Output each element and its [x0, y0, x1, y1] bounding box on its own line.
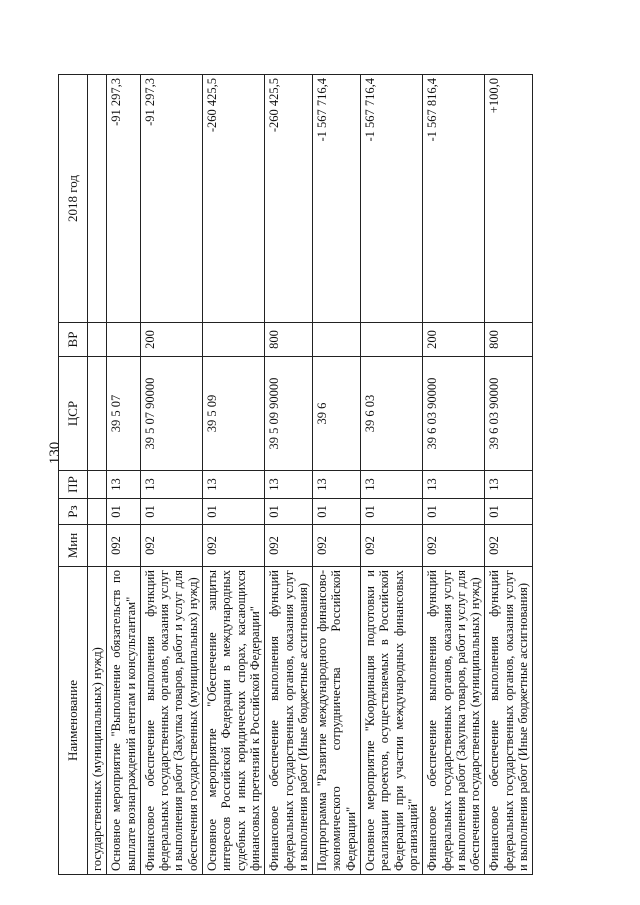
row-pr: 13 — [107, 471, 141, 499]
row-min: 092 — [361, 525, 423, 567]
row-pr: 13 — [203, 471, 265, 499]
row-amount: -1 567 716,4 — [361, 75, 423, 323]
row-rz: 01 — [203, 499, 265, 525]
row-vr: 200 — [423, 323, 485, 357]
row-min: 092 — [423, 525, 485, 567]
table-row — [361, 75, 423, 875]
header-csr: ЦСР — [59, 357, 88, 471]
row-rz: 01 — [485, 499, 533, 525]
row-csr: 39 6 03 — [361, 357, 423, 471]
table-row — [265, 75, 313, 875]
row-vr — [313, 323, 361, 357]
row-min: 092 — [485, 525, 533, 567]
row-name: Финансовое обеспечение выполнения функций федеральных государственных органов, оказания услуг и выполнения работ (Иные бюджетные ассигнования) — [265, 567, 313, 875]
table-row — [107, 75, 141, 875]
table-row — [88, 75, 107, 875]
row-amount: -260 425,5 — [203, 75, 265, 323]
row-min: 092 — [265, 525, 313, 567]
table-header-row — [59, 75, 88, 875]
row-csr: 39 6 03 90000 — [423, 357, 485, 471]
row-csr: 39 6 — [313, 357, 361, 471]
row-pr — [88, 471, 107, 499]
row-amount: -260 425,5 — [265, 75, 313, 323]
row-pr: 13 — [140, 471, 202, 499]
row-pr: 13 — [265, 471, 313, 499]
table-row — [140, 75, 202, 875]
row-amount: +100,0 — [485, 75, 533, 323]
row-pr: 13 — [423, 471, 485, 499]
row-rz: 01 — [423, 499, 485, 525]
row-name: Финансовое обеспечение выполнения функций федеральных государственных органов, оказания услуг и выполнения работ (Иные бюджетные ассигнования) — [485, 567, 533, 875]
row-min — [88, 525, 107, 567]
row-csr: 39 5 09 — [203, 357, 265, 471]
row-vr: 800 — [265, 323, 313, 357]
row-vr: 800 — [485, 323, 533, 357]
budget-table — [58, 74, 533, 875]
row-amount: -1 567 816,4 — [423, 75, 485, 323]
row-vr — [361, 323, 423, 357]
header-min: Мин — [59, 525, 88, 567]
row-vr — [88, 323, 107, 357]
row-csr: 39 5 07 90000 — [140, 357, 202, 471]
row-csr: 39 6 03 90000 — [485, 357, 533, 471]
row-pr: 13 — [485, 471, 533, 499]
row-vr — [203, 323, 265, 357]
row-name: Подпрограмма "Развитие международного финансово-экономического сотрудничества Российской Федерации" — [313, 567, 361, 875]
row-amount: -91 297,3 — [107, 75, 141, 323]
row-rz: 01 — [265, 499, 313, 525]
row-min: 092 — [203, 525, 265, 567]
row-name: Финансовое обеспечение выполнения функций федеральных государственных органов, оказания услуг и выполнения работ (Закупка товаров, работ и услуг для обеспечения государственных (муниципальных) нужд) — [140, 567, 202, 875]
row-name: Основное мероприятие "Обеспечение защиты интересов Российской Федерации в международных судебных и иных юридических спорах, касающихся финансовых претензий к Российской Федерации" — [203, 567, 265, 875]
row-name: Финансовое обеспечение выполнения функций федеральных государственных органов, оказания услуг и выполнения работ (Закупка товаров, работ и услуг для обеспечения государственных (муниципальных) нужд) — [423, 567, 485, 875]
row-csr: 39 5 09 90000 — [265, 357, 313, 471]
header-name: Наименование — [59, 567, 88, 875]
header-pr: ПР — [59, 471, 88, 499]
row-rz: 01 — [107, 499, 141, 525]
row-pr: 13 — [361, 471, 423, 499]
row-name: Основное мероприятие "Координация подготовки и реализации проектов, осуществляемых в Российской Федерации при участии международных финансовых организаций" — [361, 567, 423, 875]
row-rz: 01 — [361, 499, 423, 525]
row-name: государственных (муниципальных) нужд) — [88, 567, 107, 875]
row-min: 092 — [140, 525, 202, 567]
row-rz: 01 — [313, 499, 361, 525]
row-pr: 13 — [313, 471, 361, 499]
row-csr — [88, 357, 107, 471]
header-year: 2018 год — [59, 75, 88, 323]
row-amount: -91 297,3 — [140, 75, 202, 323]
table-row — [423, 75, 485, 875]
page-number: 130 — [47, 441, 63, 465]
row-amount — [88, 75, 107, 323]
row-vr — [107, 323, 141, 357]
table-row — [313, 75, 361, 875]
row-name: Основное мероприятие "Выполнение обязательств по выплате вознаграждений агентам и консультантам" — [107, 567, 141, 875]
row-rz — [88, 499, 107, 525]
row-min: 092 — [107, 525, 141, 567]
row-rz: 01 — [140, 499, 202, 525]
header-vr: ВР — [59, 323, 88, 357]
header-rz: Рз — [59, 499, 88, 525]
row-amount: -1 567 716,4 — [313, 75, 361, 323]
row-min: 092 — [313, 525, 361, 567]
rotated-page — [58, 35, 598, 875]
table-row — [203, 75, 265, 875]
table-row — [485, 75, 533, 875]
row-vr: 200 — [140, 323, 202, 357]
row-csr: 39 5 07 — [107, 357, 141, 471]
